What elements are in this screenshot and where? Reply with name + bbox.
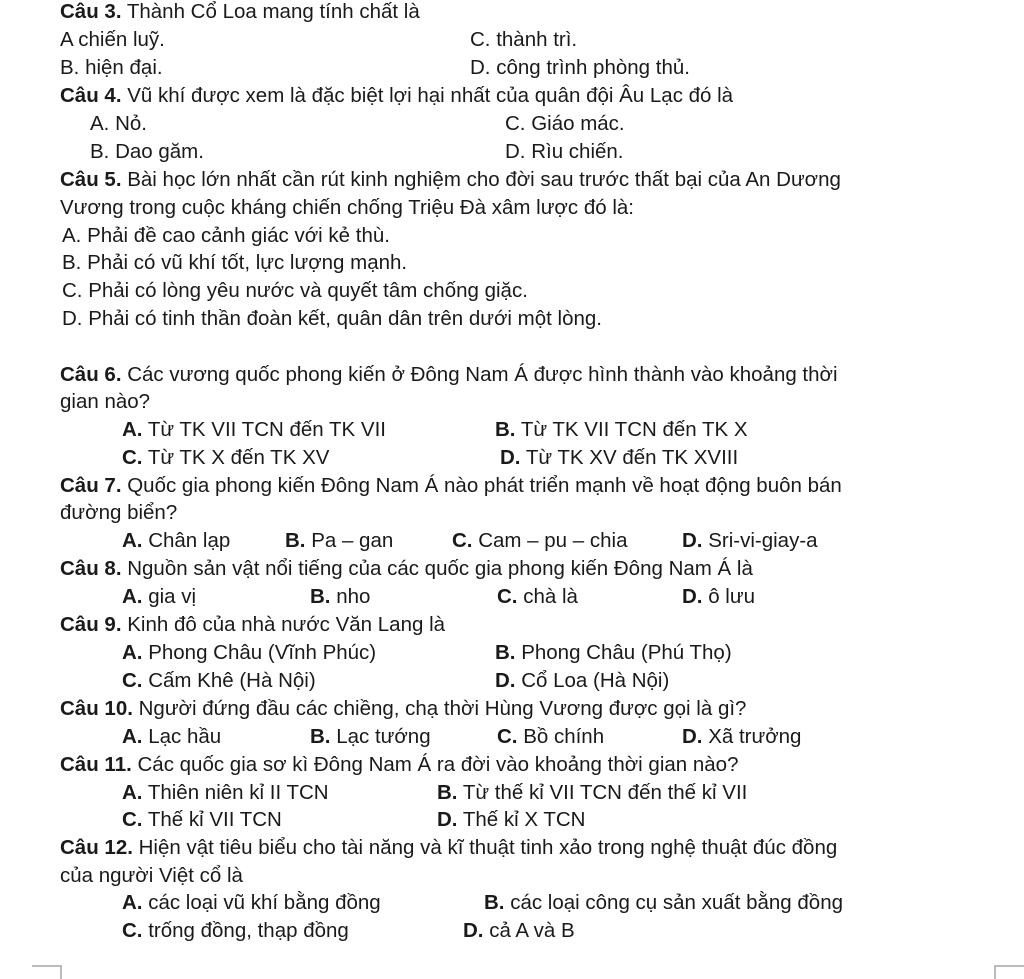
option-d: D. Sri-vi-giay-a bbox=[682, 529, 818, 552]
question-number: Câu 9. bbox=[60, 613, 122, 636]
question-text: Kinh đô của nhà nước Văn Lang là bbox=[121, 613, 446, 636]
option-d: D. Thế kỉ X TCN bbox=[437, 808, 586, 831]
question-number: Câu 11. bbox=[60, 753, 132, 776]
option-d: D. ô lưu bbox=[682, 585, 755, 608]
option-a: A. Nỏ. bbox=[90, 112, 147, 135]
option-a: A. Lạc hầu bbox=[122, 725, 222, 748]
option-a: A. Phải đề cao cảnh giác với kẻ thù. bbox=[62, 224, 390, 247]
option-d: D. công trình phòng thủ. bbox=[470, 56, 690, 79]
question-text: Các vương quốc phong kiến ở Đông Nam Á được hình thành vào khoảng thời bbox=[121, 363, 838, 386]
option-b: B. hiện đại. bbox=[60, 56, 163, 79]
question-number: Câu 4. bbox=[60, 84, 122, 107]
option-d: D. cả A và B bbox=[463, 919, 575, 942]
question-text: Thành Cổ Loa mang tính chất là bbox=[121, 0, 420, 23]
question-number: Câu 3. bbox=[60, 0, 122, 23]
option-d: D. Rìu chiến. bbox=[505, 140, 624, 163]
option-c: C. thành trì. bbox=[470, 28, 578, 51]
option-c: C. Bồ chính bbox=[497, 725, 605, 748]
question-text: đường biển? bbox=[60, 501, 178, 524]
question-text: Quốc gia phong kiến Đông Nam Á nào phát triển mạnh về hoạt động buôn bán bbox=[121, 474, 842, 497]
option-c: C. Cam – pu – chia bbox=[452, 529, 628, 552]
option-b: B. Lạc tướng bbox=[310, 725, 431, 748]
question-text: Các quốc gia sơ kì Đông Nam Á ra đời vào khoảng thời gian nào? bbox=[131, 753, 739, 776]
option-a: A chiến luỹ. bbox=[60, 28, 165, 51]
question-text: Nguồn sản vật nổi tiếng của các quốc gia phong kiến Đông Nam Á là bbox=[121, 557, 753, 580]
option-b: B. Phải có vũ khí tốt, lực lượng mạnh. bbox=[62, 251, 408, 274]
question-number: Câu 10. bbox=[60, 697, 133, 720]
option-d: D. Phải có tinh thần đoàn kết, quân dân trên dưới một lòng. bbox=[62, 307, 603, 330]
question-text: Vũ khí được xem là đặc biệt lợi hại nhất của quân đội Âu Lạc đó là bbox=[121, 84, 734, 107]
option-d: D. Từ TK XV đến TK XVIII bbox=[500, 446, 739, 469]
option-a: A. Phong Châu (Vĩnh Phúc) bbox=[122, 641, 377, 664]
question-text: Người đứng đầu các chiềng, chạ thời Hùng Vương được gọi là gì? bbox=[132, 697, 747, 720]
option-c: C. Cấm Khê (Hà Nội) bbox=[122, 669, 316, 692]
question-text: Vương trong cuộc kháng chiến chống Triệu Đà xâm lược đó là: bbox=[60, 196, 634, 219]
option-a: A. gia vị bbox=[122, 585, 197, 608]
option-a: A. các loại vũ khí bằng đồng bbox=[122, 891, 381, 914]
option-b: B. các loại công cụ sản xuất bằng đồng bbox=[484, 891, 843, 914]
question-number: Câu 6. bbox=[60, 363, 122, 386]
question-number: Câu 5. bbox=[60, 168, 122, 191]
option-b: B. Pa – gan bbox=[285, 529, 394, 552]
question-number: Câu 12. bbox=[60, 836, 133, 859]
question-text: gian nào? bbox=[60, 390, 151, 413]
option-b: B. Từ TK VII TCN đến TK X bbox=[495, 418, 748, 441]
option-b: B. Dao găm. bbox=[90, 140, 204, 163]
question-text: Hiện vật tiêu biểu cho tài năng và kĩ thuật tinh xảo trong nghệ thuật đúc đồng bbox=[132, 836, 838, 859]
option-d: D. Cổ Loa (Hà Nội) bbox=[495, 669, 670, 692]
option-b: B. Phong Châu (Phú Thọ) bbox=[495, 641, 732, 664]
option-a: A. Thiên niên kỉ II TCN bbox=[122, 781, 329, 804]
option-b: B. nho bbox=[310, 585, 371, 608]
option-d: D. Xã trưởng bbox=[682, 725, 802, 748]
question-text: của người Việt cổ là bbox=[60, 864, 243, 887]
option-c: C. Phải có lòng yêu nước và quyết tâm chống giặc. bbox=[62, 279, 528, 302]
option-a: A. Từ TK VII TCN đến TK VII bbox=[122, 418, 386, 441]
option-c: C. Từ TK X đến TK XV bbox=[122, 446, 330, 469]
question-text: Bài học lớn nhất cần rút kinh nghiệm cho đời sau trước thất bại của An Dương bbox=[121, 168, 841, 191]
option-c: C. Thế kỉ VII TCN bbox=[122, 808, 282, 831]
option-c: C. chà là bbox=[497, 585, 578, 608]
option-b: B. Từ thế kỉ VII TCN đến thế kỉ VII bbox=[437, 781, 748, 804]
question-number: Câu 8. bbox=[60, 557, 122, 580]
question-number: Câu 7. bbox=[60, 474, 122, 497]
option-c: C. Giáo mác. bbox=[505, 112, 625, 135]
option-c: C. trống đồng, thạp đồng bbox=[122, 919, 349, 942]
option-a: A. Chân lạp bbox=[122, 529, 231, 552]
